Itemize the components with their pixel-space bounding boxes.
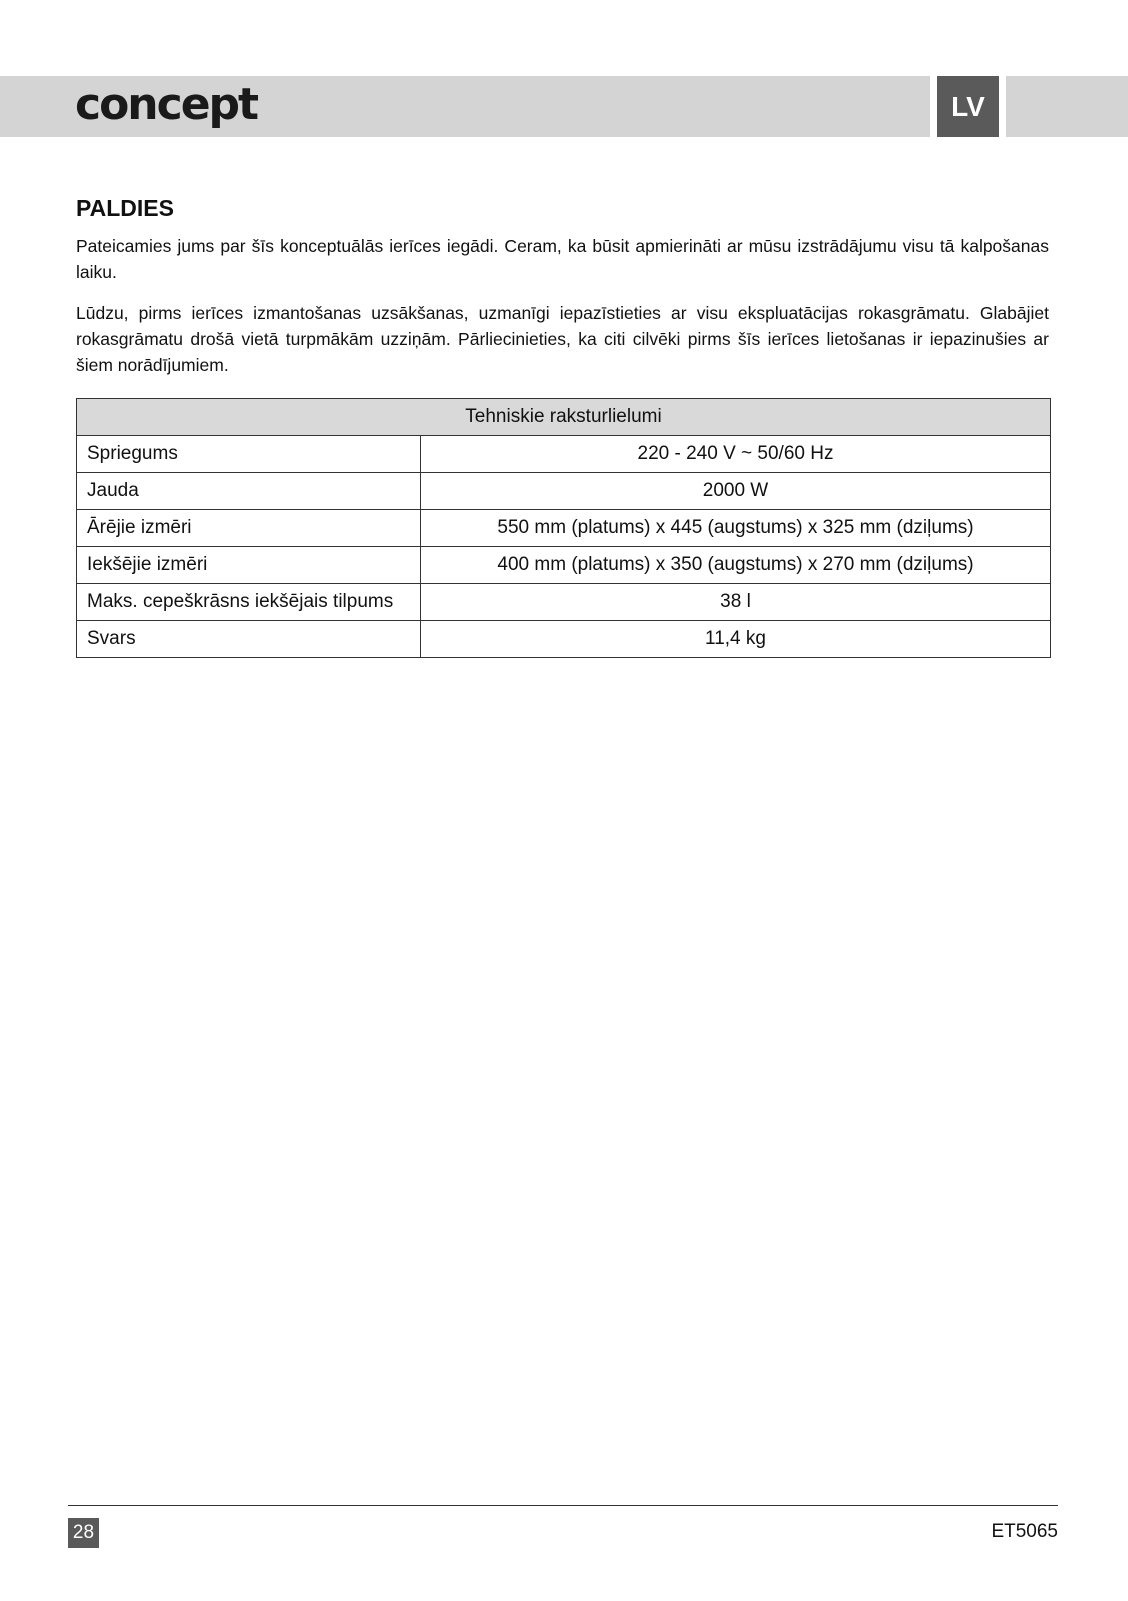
spec-value: 400 mm (platums) x 350 (augstums) x 270 mm (dziļums) [421,547,1051,584]
language-badge: LV [937,76,999,137]
table-row [77,621,1051,658]
footer-divider [68,1505,1058,1506]
instructions-paragraph: Lūdzu, pirms ierīces izmantošanas uzsākšanas, uzmanīgi iepazīstieties ar visu ekspluatācijas rokasgrāmatu. Glabājiet rokasgrāmatu drošā vietā turpmākām uzziņām. Pārliecinieties, ka citi cilvēki pirms šīs ierīces lietošanas ir iepazinušies ar šiem norādījumiem. [76,303,1049,375]
spec-value: 11,4 kg [421,621,1051,658]
spec-table-header-row [77,399,1051,436]
intro-paragraph: Pateicamies jums par šīs konceptuālās ierīces iegādi. Ceram, ka būsit apmierināti ar mūsu izstrādājumu visu tā kalpošanas laiku. [76,236,1049,282]
page-number: 28 [68,1518,99,1548]
spec-value: 220 - 240 V ~ 50/60 Hz [421,436,1051,473]
table-row [77,510,1051,547]
brand-logo: concept [75,79,258,130]
spec-table [76,398,1051,658]
spec-label: Ārējie izmēri [77,510,421,547]
table-row [77,436,1051,473]
spec-value: 550 mm (platums) x 445 (augstums) x 325 mm (dziļums) [421,510,1051,547]
spec-value: 38 l [421,584,1051,621]
spec-label: Iekšējie izmēri [77,547,421,584]
spec-label: Spriegums [77,436,421,473]
spec-table-title: Tehniskie raksturlielumi [77,399,1051,436]
spec-label: Jauda [77,473,421,510]
spec-value: 2000 W [421,473,1051,510]
spec-label: Svars [77,621,421,658]
header-separator [999,76,1006,137]
table-row [77,584,1051,621]
table-row [77,473,1051,510]
table-row [77,547,1051,584]
spec-label: Maks. cepeškrāsns iekšējais tilpums [77,584,421,621]
model-code: ET5065 [991,1521,1058,1542]
header-separator [930,76,937,137]
section-title: PALDIES [76,195,174,221]
